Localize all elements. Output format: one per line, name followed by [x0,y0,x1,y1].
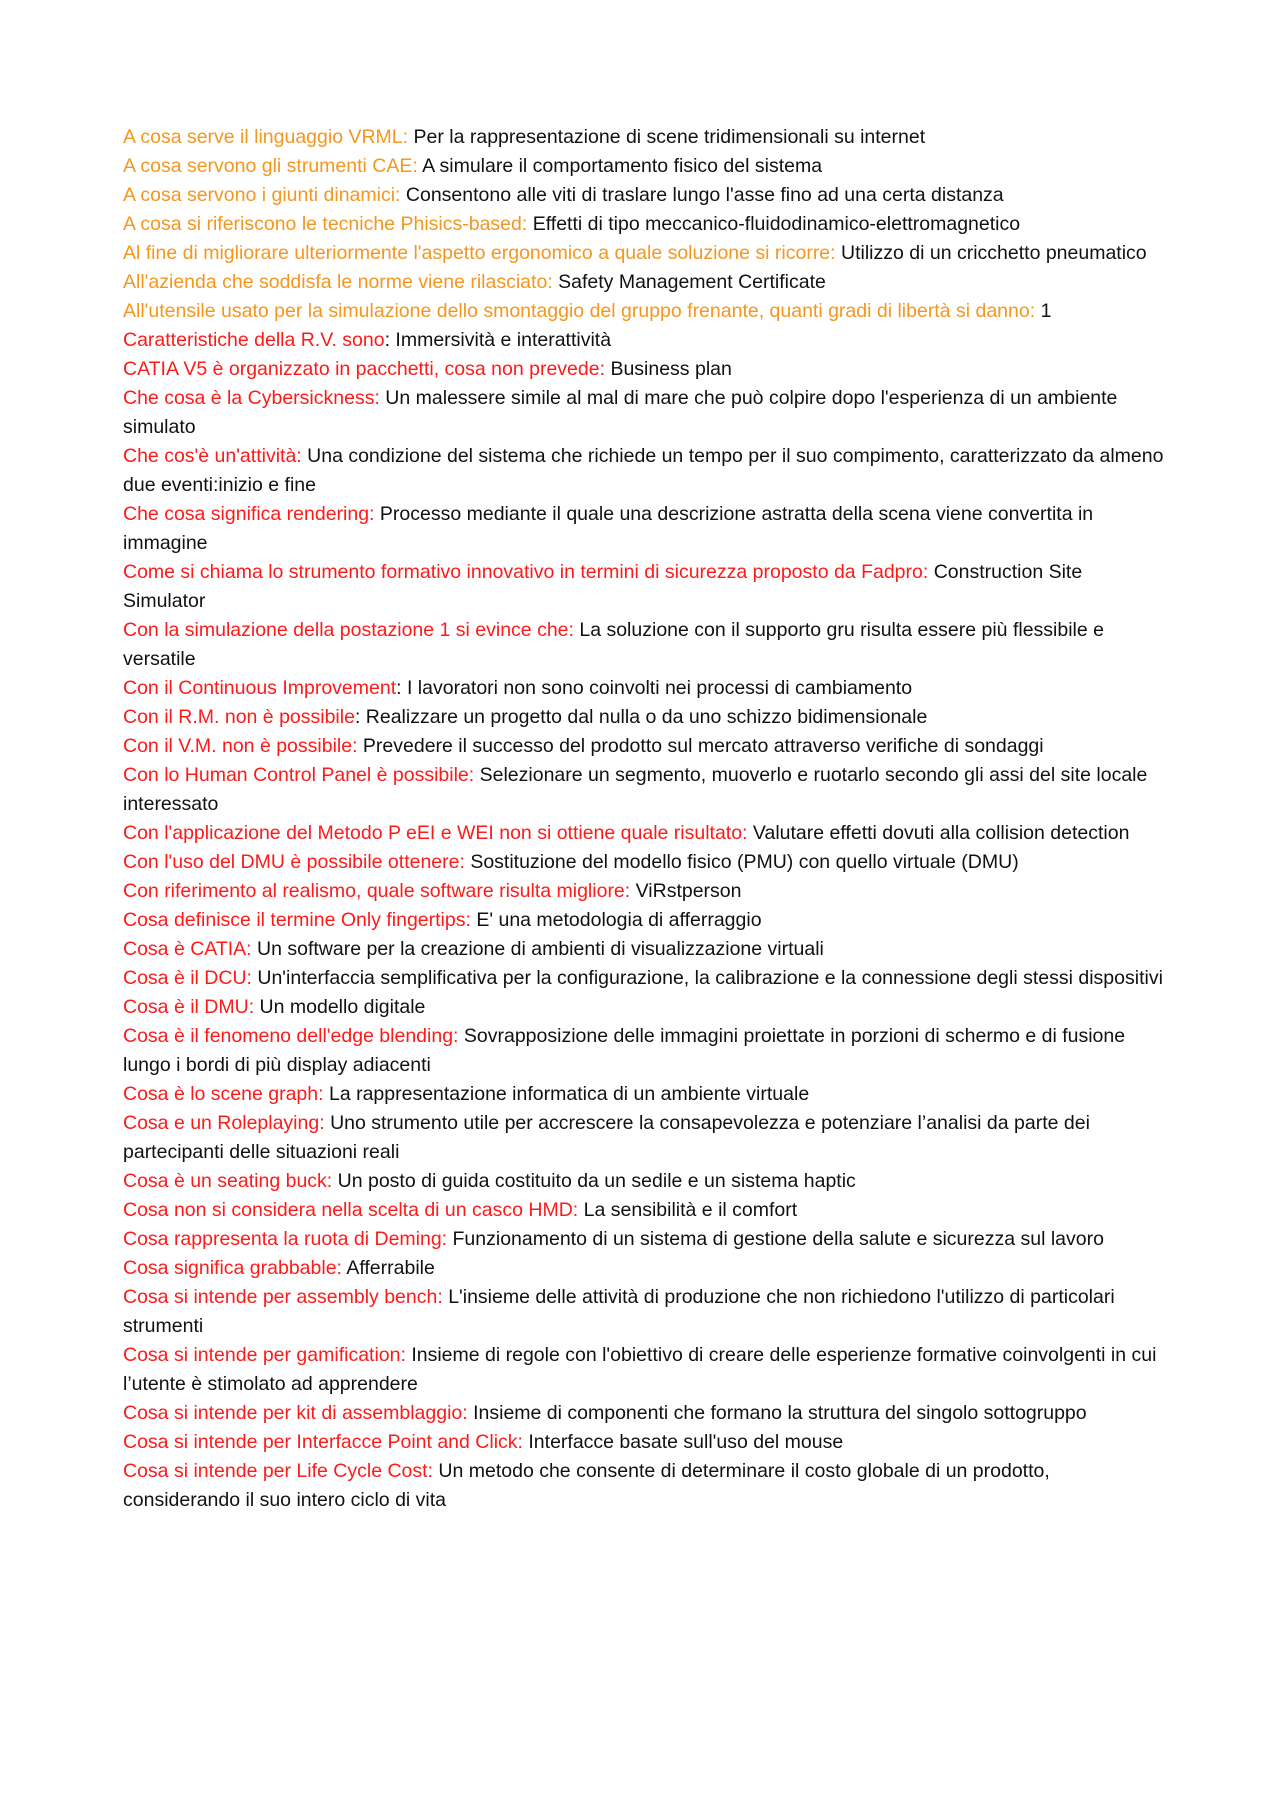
question-text: Cosa si intende per Life Cycle Cost: [123,1460,433,1482]
answer-text: Un software per la creazione di ambienti di visualizzazione virtuali [257,938,824,960]
qa-entry [123,1022,1168,1080]
answer-text: Insieme di regole con l'obiettivo di creare delle esperienze formative coinvolgenti in cui l’utente è stimolato ad apprendere [123,1344,1157,1395]
answer-text: Interfacce basate sull'uso del mouse [528,1431,844,1453]
qa-entry [123,819,1168,848]
answer-text: : Realizzare un progetto dal nulla o da uno schizzo bidimensionale [354,706,928,728]
question-text: Cosa si intende per assembly bench: [123,1286,443,1308]
qa-entry [123,906,1168,935]
question-text: Con riferimento al realismo, quale software risulta migliore: [123,880,631,902]
qa-entry [123,384,1168,442]
qa-entry [123,674,1168,703]
qa-entry [123,1341,1168,1399]
qa-entry [123,935,1168,964]
question-text: Cosa e un Roleplaying: [123,1112,325,1134]
qa-entry [123,877,1168,906]
answer-text: Valutare effetti dovuti alla collision detection [752,822,1130,844]
question-text: Cosa è CATIA: [123,938,252,960]
qa-entry [123,1196,1168,1225]
question-text: Con il R.M. non è possibile [123,706,355,728]
qa-entry [123,181,1168,210]
question-text: A cosa servono gli strumenti CAE: [123,155,418,177]
question-text: Con la simulazione della postazione 1 si evince che: [123,619,574,641]
answer-text: Selezionare un segmento, muoverlo e ruotarlo secondo gli assi del site locale interessato [123,764,1148,815]
question-text: Cosa è un seating buck: [123,1170,333,1192]
answer-text: Utilizzo di un cricchetto pneumatico [841,242,1147,264]
answer-text: La sensibilità e il comfort [583,1199,798,1221]
question-text: Cosa definisce il termine Only fingertips: [123,909,471,931]
qa-entry [123,1080,1168,1109]
answer-text: La soluzione con il supporto gru risulta essere più flessibile e versatile [123,619,1104,670]
qa-entry [123,558,1168,616]
answer-text: Safety Management Certificate [558,271,826,293]
question-text: Cosa si intende per kit di assemblaggio: [123,1402,468,1424]
qa-entry [123,1225,1168,1254]
answer-text: Un posto di guida costituito da un sedile e un sistema haptic [337,1170,856,1192]
answer-text: Business plan [610,358,732,380]
question-text: A cosa servono i giunti dinamici: [123,184,401,206]
qa-entry [123,732,1168,761]
answer-text: : I lavoratori non sono coinvolti nei processi di cambiamento [396,677,913,699]
answer-text: Per la rappresentazione di scene tridimensionali su internet [413,126,926,148]
qa-entry [123,1283,1168,1341]
qa-entry [123,703,1168,732]
answer-text: Un modello digitale [259,996,426,1018]
question-text: Con l'applicazione del Metodo P eEI e WEI non si ottiene quale risultato: [123,822,748,844]
qa-entry [123,1399,1168,1428]
qa-entry [123,964,1168,993]
answer-text: Sovrapposizione delle immagini proiettate in porzioni di schermo e di fusione lungo i bordi di più display adiacenti [123,1025,1126,1076]
question-text: Con lo Human Control Panel è possibile: [123,764,475,786]
question-text: Cosa non si considera nella scelta di un casco HMD: [123,1199,579,1221]
answer-text: Consentono alle viti di traslare lungo l'asse fino ad una certa distanza [405,184,1004,206]
qa-entry [123,297,1168,326]
qa-entry [123,848,1168,877]
answer-text: Construction Site Simulator [123,561,1083,612]
question-text: Che cos'è un'attività: [123,445,302,467]
question-text: A cosa si riferiscono le tecniche Phisics-based: [123,213,528,235]
qa-entry [123,993,1168,1022]
qa-entry [123,1457,1168,1515]
answer-text: Un metodo che consente di determinare il costo globale di un prodotto, considerando il suo intero ciclo di vita [123,1460,1050,1511]
qa-entry [123,500,1168,558]
qa-entry [123,1254,1168,1283]
qa-entry [123,239,1168,268]
question-text: Con l'uso del DMU è possibile ottenere: [123,851,465,873]
question-text: All'azienda che soddisfa le norme viene rilasciato: [123,271,553,293]
answer-text: Un'interfaccia semplificativa per la configurazione, la calibrazione e la connessione degli stessi dispositivi [257,967,1163,989]
qa-entry [123,123,1168,152]
answer-text: Afferrabile [346,1257,435,1279]
qa-entry [123,1109,1168,1167]
qa-entry [123,268,1168,297]
question-text: Con il Continuous Improvement [123,677,397,699]
answer-text: Insieme di componenti che formano la struttura del singolo sottogruppo [473,1402,1087,1424]
qa-entry [123,616,1168,674]
question-text: Cosa significa grabbable: [123,1257,342,1279]
qa-entry [123,210,1168,239]
answer-text: A simulare il comportamento fisico del sistema [422,155,823,177]
question-text: Cosa rappresenta la ruota di Deming: [123,1228,448,1250]
answer-text: Prevedere il successo del prodotto sul mercato attraverso verifiche di sondaggi [362,735,1044,757]
question-text: Cosa è lo scene graph: [123,1083,324,1105]
question-text: Che cosa significa rendering: [123,503,375,525]
answer-text: Effetti di tipo meccanico-fluidodinamico-elettromagnetico [532,213,1021,235]
answer-text: L'insieme delle attività di produzione che non richiedono l'utilizzo di particolari strumenti [123,1286,1115,1337]
question-text: All'utensile usato per la simulazione dello smontaggio del gruppo frenante, quanti gradi di libertà si danno: [123,300,1036,322]
question-text: Caratteristiche della R.V. sono [123,329,385,351]
question-text: Che cosa è la Cybersickness: [123,387,380,409]
question-text: Cosa si intende per Interfacce Point and Click: [123,1431,523,1453]
answer-text: ViRstperson [635,880,742,902]
answer-text: E' una metodologia di afferraggio [476,909,762,931]
qa-entry [123,761,1168,819]
question-text: Cosa si intende per gamification: [123,1344,406,1366]
answer-text: 1 [1040,300,1052,322]
qa-entry [123,1428,1168,1457]
answer-text: Uno strumento utile per accrescere la consapevolezza e potenziare l’analisi da parte dei partecipanti delle situazioni reali [123,1112,1090,1163]
question-text: CATIA V5 è organizzato in pacchetti, cosa non prevede: [123,358,606,380]
question-text: Cosa è il fenomeno dell'edge blending: [123,1025,459,1047]
qa-entry [123,152,1168,181]
answer-text: : Immersività e interattività [384,329,612,351]
question-text: Cosa è il DCU: [123,967,252,989]
qa-entry [123,1167,1168,1196]
answer-text: La rappresentazione informatica di un ambiente virtuale [328,1083,810,1105]
qa-entry [123,326,1168,355]
answer-text: Una condizione del sistema che richiede un tempo per il suo compimento, caratterizzato da almeno due eventi:inizio e fine [123,445,1164,496]
answer-text: Un malessere simile al mal di mare che può colpire dopo l'esperienza di un ambiente simulato [123,387,1118,438]
question-text: Cosa è il DMU: [123,996,255,1018]
qa-entry [123,355,1168,384]
answer-text: Sostituzione del modello fisico (PMU) con quello virtuale (DMU) [470,851,1019,873]
answer-text: Funzionamento di un sistema di gestione della salute e sicurezza sul lavoro [452,1228,1104,1250]
question-text: Al fine di migliorare ulteriormente l'aspetto ergonomico a quale soluzione si ricorre: [123,242,836,264]
document-page [123,123,1168,1515]
question-text: Con il V.M. non è possibile: [123,735,358,757]
question-text: A cosa serve il linguaggio VRML: [123,126,409,148]
question-text: Come si chiama lo strumento formativo innovativo in termini di sicurezza proposto da Fadpro: [123,561,929,583]
qa-entry [123,442,1168,500]
answer-text: Processo mediante il quale una descrizione astratta della scena viene convertita in immagine [123,503,1094,554]
